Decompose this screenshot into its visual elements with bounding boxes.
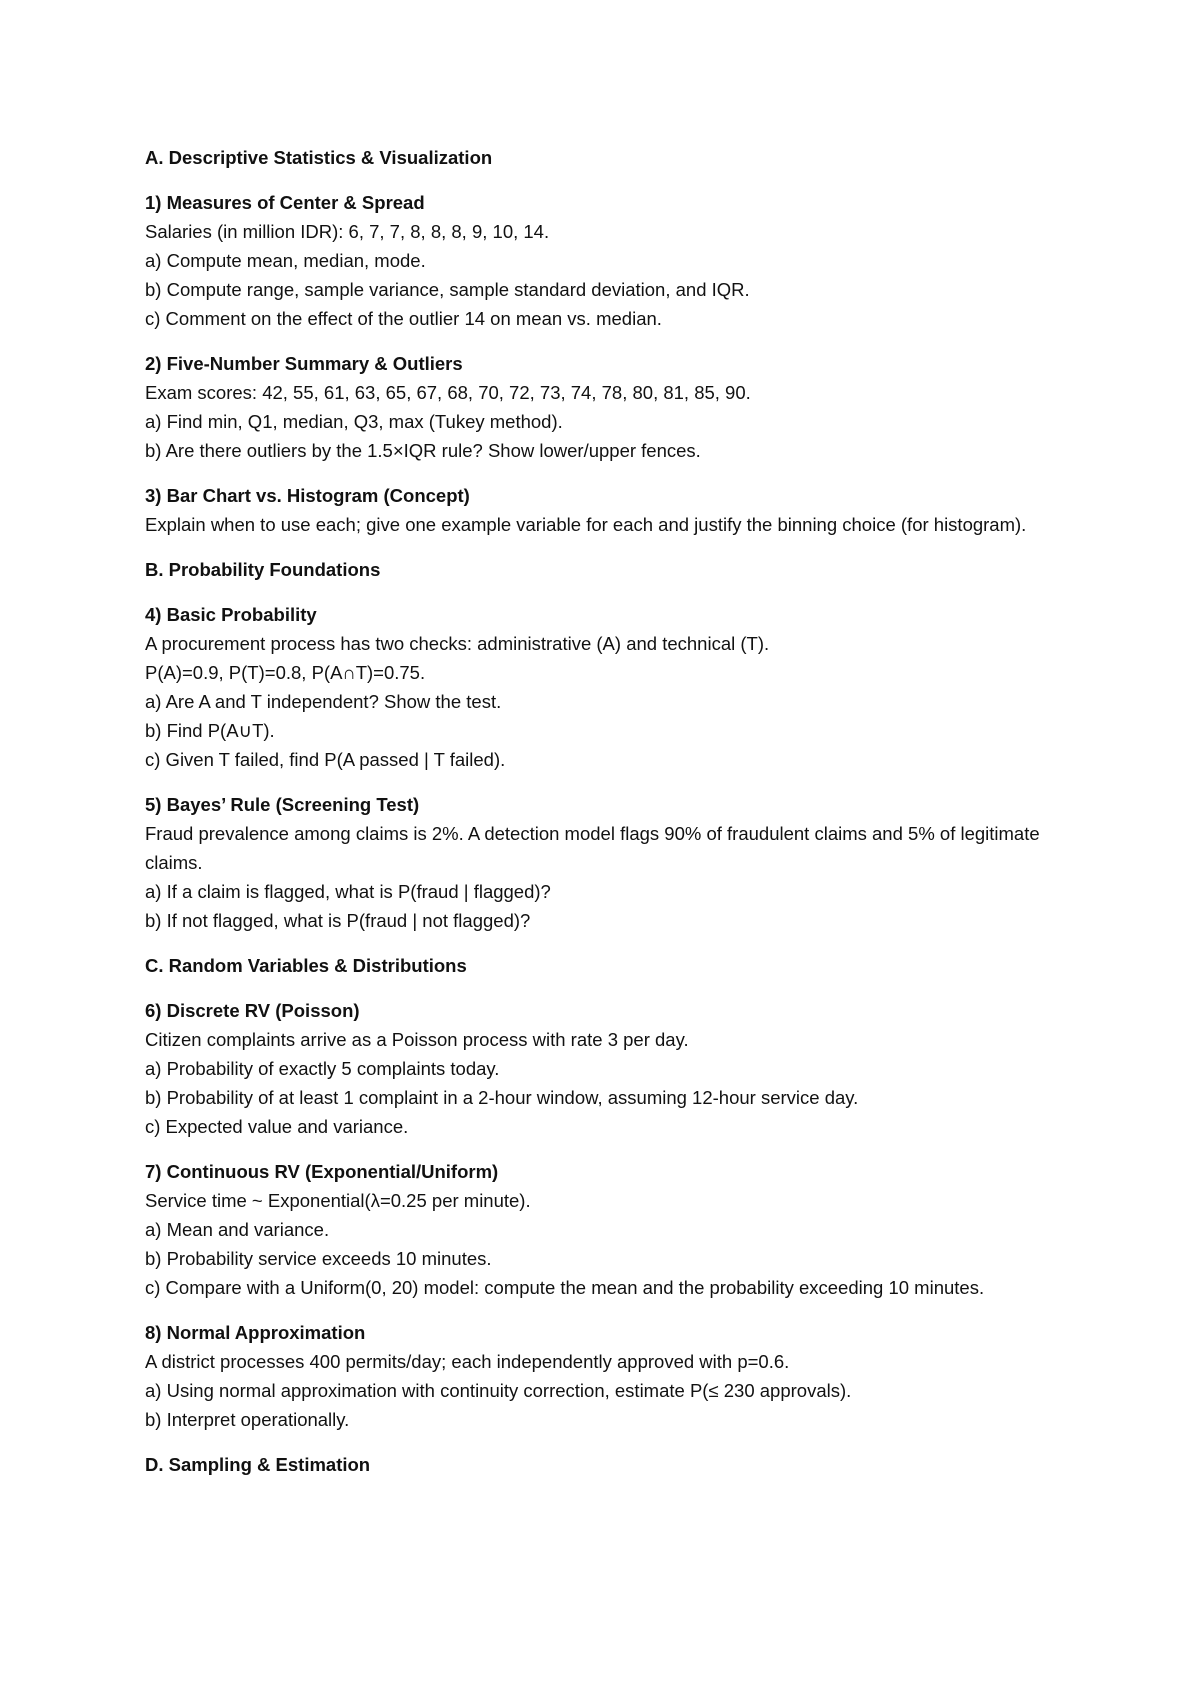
problem-line: a) Compute mean, median, mode.: [145, 250, 426, 271]
problem-line: b) Compute range, sample variance, sample standard deviation, and IQR.: [145, 279, 750, 300]
problem-line: c) Given T failed, find P(A passed | T failed).: [145, 749, 506, 770]
problem-line: c) Comment on the effect of the outlier 14 on mean vs. median.: [145, 308, 662, 329]
problem-block: [145, 188, 1065, 333]
problem-heading: 8) Normal Approximation: [145, 1322, 366, 1343]
problem-line: Service time ~ Exponential(λ=0.25 per minute).: [145, 1190, 531, 1211]
section-heading: C. Random Variables & Distributions: [145, 955, 467, 976]
problem-heading: 4) Basic Probability: [145, 604, 317, 625]
problem-line: Fraud prevalence among claims is 2%. A detection model flags 90% of fraudulent claims and 5% of legitimate claims.: [145, 823, 1040, 873]
problem-line: c) Compare with a Uniform(0, 20) model: compute the mean and the probability exceeding 10 minutes.: [145, 1277, 985, 1298]
problem-block: [145, 1157, 1065, 1302]
section-heading: D. Sampling & Estimation: [145, 1454, 371, 1475]
problem-line: Citizen complaints arrive as a Poisson process with rate 3 per day.: [145, 1029, 689, 1050]
problem-line: a) Mean and variance.: [145, 1219, 330, 1240]
section-heading: B. Probability Foundations: [145, 559, 381, 580]
problem-line: c) Expected value and variance.: [145, 1116, 409, 1137]
problem-line: a) If a claim is flagged, what is P(fraud | flagged)?: [145, 881, 551, 902]
section-heading: A. Descriptive Statistics & Visualization: [145, 147, 493, 168]
problem-line: b) If not flagged, what is P(fraud | not flagged)?: [145, 910, 531, 931]
problem-line: b) Probability of at least 1 complaint in a 2-hour window, assuming 12-hour service day.: [145, 1087, 859, 1108]
problem-heading: 7) Continuous RV (Exponential/Uniform): [145, 1161, 499, 1182]
problem-line: b) Find P(A∪T).: [145, 720, 275, 741]
problem-block: [145, 349, 1065, 465]
problem-heading: 1) Measures of Center & Spread: [145, 192, 425, 213]
problem-line: Exam scores: 42, 55, 61, 63, 65, 67, 68, 70, 72, 73, 74, 78, 80, 81, 85, 90.: [145, 382, 751, 403]
document-page: [145, 143, 1065, 1495]
problem-block: [145, 790, 1065, 935]
problem-heading: 3) Bar Chart vs. Histogram (Concept): [145, 485, 470, 506]
problem-line: b) Are there outliers by the 1.5×IQR rule? Show lower/upper fences.: [145, 440, 701, 461]
problem-line: a) Using normal approximation with continuity correction, estimate P(≤ 230 approvals).: [145, 1380, 852, 1401]
problem-heading: 5) Bayes’ Rule (Screening Test): [145, 794, 420, 815]
problem-line: b) Interpret operationally.: [145, 1409, 350, 1430]
problem-line: Explain when to use each; give one example variable for each and justify the binning choice (for histogram).: [145, 514, 1027, 535]
problem-block: [145, 600, 1065, 774]
problem-line: A district processes 400 permits/day; each independently approved with p=0.6.: [145, 1351, 790, 1372]
problem-line: a) Probability of exactly 5 complaints today.: [145, 1058, 500, 1079]
problem-block: [145, 996, 1065, 1141]
problem-block: [145, 1318, 1065, 1434]
problem-line: a) Are A and T independent? Show the test.: [145, 691, 502, 712]
problem-line: Salaries (in million IDR): 6, 7, 7, 8, 8, 8, 9, 10, 14.: [145, 221, 550, 242]
problem-line: A procurement process has two checks: administrative (A) and technical (T).: [145, 633, 770, 654]
problem-block: [145, 481, 1065, 539]
problem-heading: 2) Five-Number Summary & Outliers: [145, 353, 463, 374]
problem-heading: 6) Discrete RV (Poisson): [145, 1000, 360, 1021]
problem-line: b) Probability service exceeds 10 minutes.: [145, 1248, 492, 1269]
problem-line: a) Find min, Q1, median, Q3, max (Tukey method).: [145, 411, 563, 432]
problem-line: P(A)=0.9, P(T)=0.8, P(A∩T)=0.75.: [145, 662, 426, 683]
